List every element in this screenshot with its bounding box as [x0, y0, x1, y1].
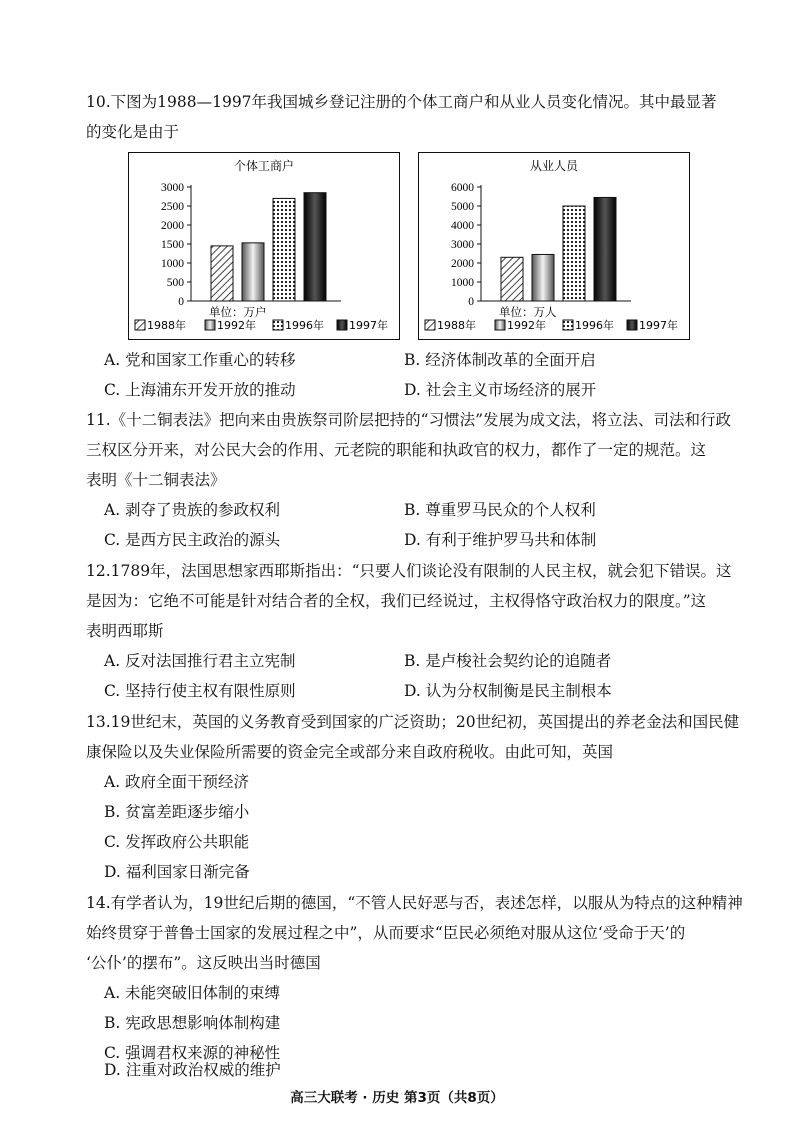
q11-option-b[interactable]: B. 尊重罗马民众的个人权利: [404, 501, 596, 519]
bar-1992年: [532, 254, 554, 301]
bar-1996年: [273, 198, 295, 301]
chart-households-svg: [129, 153, 399, 339]
y-tick-label: 1000: [161, 258, 184, 270]
legend-swatch: [425, 320, 435, 330]
legend-label: 1988年: [437, 319, 476, 332]
y-tick-label: 0: [178, 296, 184, 308]
q10-stem-line1: 10.下图为1988—1997年我国城乡登记注册的个体工商户和从业人员变化情况。其中最显著: [86, 93, 717, 111]
legend-label: 1992年: [507, 319, 546, 332]
legend-swatch: [563, 320, 573, 330]
bar-1997年: [594, 197, 616, 301]
y-tick-label: 3000: [451, 239, 474, 251]
y-tick-label: 0: [468, 296, 474, 308]
q10-option-d[interactable]: D. 社会主义市场经济的展开: [404, 381, 597, 399]
q13-option-c[interactable]: C. 发挥政府公共职能: [104, 833, 250, 851]
legend-label: 1988年: [147, 319, 186, 332]
q14-stem-line1: 14.有学者认为，19世纪后期的德国，“不管人民好恶与否，表述怎样，以服从为特点的这种精神: [86, 894, 743, 912]
q12-stem-line2: 是因为：它绝不可能是针对结合者的全权，我们已经说过，主权得恪守政治权力的限度。”这: [86, 592, 707, 610]
q11-option-a[interactable]: A. 剥夺了贵族的参政权利: [104, 501, 281, 519]
bar-1992年: [242, 243, 264, 301]
legend-swatch: [135, 320, 145, 330]
unit-label: 单位：万户: [209, 305, 267, 319]
q10-option-a[interactable]: A. 党和国家工作重心的转移: [104, 351, 296, 369]
y-tick-label: 5000: [451, 201, 474, 213]
q11-option-d[interactable]: D. 有利于维护罗马共和体制: [404, 531, 597, 549]
q12-stem-line1: 12.1789年，法国思想家西耶斯指出：“只要人们谈论没有限制的人民主权，就会犯下错误。这: [86, 562, 732, 580]
chart-employees-svg: [419, 153, 689, 339]
q14-stem-line2: 始终贯穿于普鲁士国家的发展过程之中”，从而要求“臣民必须绝对服从这位‘受命于天’的: [86, 924, 686, 942]
q13-option-d[interactable]: D. 福利国家日渐完备: [104, 863, 250, 881]
y-tick-label: 3000: [161, 182, 184, 194]
q12-option-c[interactable]: C. 坚持行使主权有限性原则: [104, 682, 296, 700]
y-tick-label: 4000: [451, 220, 474, 232]
q14-option-b[interactable]: B. 宪政思想影响体制构建: [104, 1014, 281, 1032]
chart-employees: [418, 152, 690, 340]
q13-stem-line1: 13.19世纪末，英国的义务教育受到国家的广泛资助；20世纪初，英国提出的养老金法和国民健: [86, 713, 740, 731]
legend-label: 1997年: [349, 319, 388, 332]
q11-option-c[interactable]: C. 是西方民主政治的源头: [104, 531, 281, 549]
q14-option-a[interactable]: A. 未能突破旧体制的束缚: [104, 984, 281, 1002]
y-tick-label: 1500: [161, 239, 184, 251]
bar-1997年: [304, 193, 326, 301]
y-tick-label: 2000: [451, 258, 474, 270]
chart-households: [128, 152, 400, 340]
q10-option-c[interactable]: C. 上海浦东开发开放的推动: [104, 381, 296, 399]
legend-swatch: [337, 320, 347, 330]
y-tick-label: 6000: [451, 182, 474, 194]
legend-swatch: [205, 320, 215, 330]
q13-option-b[interactable]: B. 贫富差距逐步缩小: [104, 803, 250, 821]
chart-title: 从业人员: [529, 159, 579, 173]
legend-swatch: [495, 320, 505, 330]
q11-stem-line1: 11.《十二铜表法》把向来由贵族祭司阶层把持的“习惯法”发展为成文法，将立法、司法和行政: [86, 411, 732, 429]
q11-stem-line2: 三权区分开来，对公民大会的作用、元老院的职能和执政官的权力，都作了一定的规范。这: [86, 441, 707, 459]
y-tick-label: 1000: [451, 277, 474, 289]
legend-label: 1992年: [217, 319, 256, 332]
bar-1988年: [211, 246, 233, 301]
y-tick-label: 500: [166, 277, 184, 289]
q12-option-a[interactable]: A. 反对法国推行君主立宪制: [104, 652, 296, 670]
legend-swatch: [627, 320, 637, 330]
legend-label: 1997年: [639, 319, 678, 332]
legend-label: 1996年: [285, 319, 324, 332]
bar-1988年: [501, 257, 523, 301]
q12-option-d[interactable]: D. 认为分权制衡是民主制根本: [404, 682, 612, 700]
page-footer: 高三大联考 · 历史 第3页（共8页）: [290, 1090, 504, 1106]
chart-title: 个体工商户: [233, 159, 295, 173]
unit-label: 单位：万人: [499, 305, 557, 319]
y-tick-label: 2500: [161, 201, 184, 213]
q11-stem-line3: 表明《十二铜表法》: [86, 471, 226, 489]
y-tick-label: 2000: [161, 220, 184, 232]
q14-option-d[interactable]: D. 注重对政治权威的维护: [104, 1061, 281, 1079]
q13-option-a[interactable]: A. 政府全面干预经济: [104, 773, 250, 791]
q12-option-b[interactable]: B. 是卢梭社会契约论的追随者: [404, 652, 612, 670]
q14-stem-line3: ‘公仆’的摆布”。这反映出当时德国: [86, 954, 321, 972]
q10-stem-line2: 的变化是由于: [86, 123, 180, 141]
bar-1996年: [563, 206, 585, 301]
q10-option-b[interactable]: B. 经济体制改革的全面开启: [404, 351, 596, 369]
q14-option-c[interactable]: C. 强调君权来源的神秘性: [104, 1044, 281, 1062]
legend-swatch: [273, 320, 283, 330]
q12-stem-line3: 表明西耶斯: [86, 622, 164, 640]
q13-stem-line2: 康保险以及失业保险所需要的资金完全或部分来自政府税收。由此可知，英国: [86, 743, 614, 761]
legend-label: 1996年: [575, 319, 614, 332]
